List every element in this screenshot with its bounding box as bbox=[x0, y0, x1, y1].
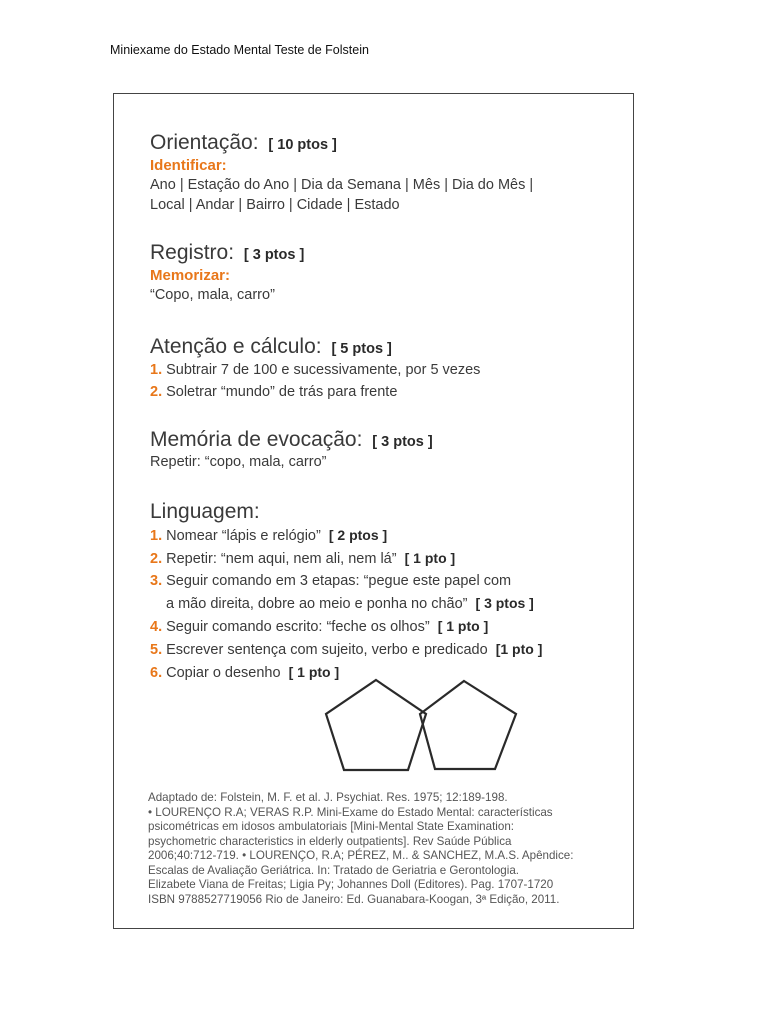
item-text: Nomear “lápis e relógio” bbox=[166, 528, 321, 545]
reference-block bbox=[148, 791, 613, 907]
item-number: 6. bbox=[150, 665, 163, 682]
list-item bbox=[150, 381, 613, 403]
section-subhead: Identificar: bbox=[150, 157, 227, 175]
list-item bbox=[150, 638, 613, 661]
section-title: Memória de evocação: bbox=[150, 428, 363, 451]
section-title: Atenção e cálculo: bbox=[150, 335, 322, 358]
reference-line: ISBN 9788527719056 Rio de Janeiro: Ed. Guanabara-Koogan, 3ª Edição, 2011. bbox=[148, 892, 560, 906]
list-item bbox=[150, 615, 613, 638]
item-text: Seguir comando em 3 etapas: “pegue este papel com bbox=[166, 573, 512, 590]
points-badge: [ 5 ptos ] bbox=[331, 341, 392, 357]
section-atencao bbox=[150, 334, 613, 403]
points-badge: [ 3 ptos ] bbox=[372, 434, 433, 450]
item-number: 2. bbox=[150, 384, 163, 401]
section-title: Linguagem: bbox=[150, 500, 260, 523]
points-badge: [ 3 ptos ] bbox=[243, 247, 305, 263]
item-text: Soletrar “mundo” de trás para frente bbox=[166, 384, 398, 401]
section-registro bbox=[150, 240, 613, 305]
section-memoria bbox=[150, 427, 613, 472]
page-title: Miniexame do Estado Mental Teste de Folstein bbox=[110, 43, 369, 57]
reference-line: Elizabete Viana de Freitas; Ligia Py; Johannes Doll (Editores). Pag. 1707-1720 bbox=[148, 878, 554, 891]
section-text: “Copo, mala, carro” bbox=[150, 287, 275, 304]
list-item bbox=[150, 524, 613, 547]
section-linguagem bbox=[150, 499, 613, 684]
item-number: 1. bbox=[150, 362, 163, 379]
item-number: 3. bbox=[150, 573, 163, 590]
section-text: Repetir: “copo, mala, carro” bbox=[150, 454, 327, 471]
reference-line: psychometric characteristics in elderly outpatients]. Rev Saúde Pública bbox=[148, 834, 512, 848]
list-item bbox=[150, 359, 613, 381]
list-item bbox=[150, 547, 613, 570]
reference-line: psicométricas em idosos ambulatoriais [Mini-Mental State Examination: bbox=[148, 820, 514, 833]
list-item-continuation bbox=[150, 592, 613, 615]
points-badge: [ 10 ptos ] bbox=[268, 137, 337, 153]
reference-line: Escalas de Avaliação Geriátrica. In: Tratado de Geriatria e Gerontologia. bbox=[148, 863, 519, 877]
points-badge: [ 3 ptos ] bbox=[475, 595, 534, 612]
item-number: 2. bbox=[150, 551, 163, 568]
item-number: 5. bbox=[150, 642, 163, 659]
section-subhead: Memorizar: bbox=[150, 267, 231, 285]
points-badge: [ 2 ptos ] bbox=[328, 527, 388, 544]
mmse-card bbox=[113, 93, 634, 929]
orientation-line: Local | Andar | Bairro | Cidade | Estado bbox=[150, 197, 400, 214]
item-text: Repetir: “nem aqui, nem ali, nem lá” bbox=[166, 551, 397, 568]
section-title: Orientação: bbox=[150, 131, 259, 154]
item-text: a mão direita, dobre ao meio e ponha no chão” bbox=[166, 596, 468, 613]
reference-line: Adaptado de: Folstein, M. F. et al. J. Psychiat. Res. 1975; 12:189-198. bbox=[148, 791, 508, 804]
section-orientacao bbox=[150, 130, 613, 215]
intersecting-pentagons-figure bbox=[324, 677, 524, 773]
item-text: Seguir comando escrito: “feche os olhos” bbox=[166, 619, 430, 636]
section-title: Registro: bbox=[150, 241, 235, 264]
item-text: Subtrair 7 de 100 e sucessivamente, por 5 vezes bbox=[166, 362, 481, 379]
points-badge: [ 1 pto ] bbox=[437, 618, 489, 635]
left-pentagon bbox=[326, 680, 426, 770]
right-pentagon bbox=[420, 681, 516, 769]
item-number: 4. bbox=[150, 619, 163, 636]
points-badge: [1 pto ] bbox=[495, 641, 543, 658]
orientation-line: Ano | Estação do Ano | Dia da Semana | Mês | Dia do Mês | bbox=[150, 177, 534, 194]
list-item bbox=[150, 570, 613, 592]
item-text: Escrever sentença com sujeito, verbo e predicado bbox=[166, 642, 488, 659]
points-badge: [ 1 pto ] bbox=[404, 550, 456, 567]
reference-line: • LOURENÇO R.A; VERAS R.P. Mini-Exame do Estado Mental: características bbox=[148, 805, 553, 819]
item-text: Copiar o desenho bbox=[166, 665, 281, 682]
reference-line: 2006;40:712-719. • LOURENÇO, R.A; PÉREZ, M.. & SANCHEZ, M.A.S. Apêndice: bbox=[148, 849, 574, 862]
points-badge: [ 1 pto ] bbox=[288, 664, 340, 681]
item-number: 1. bbox=[150, 528, 163, 545]
